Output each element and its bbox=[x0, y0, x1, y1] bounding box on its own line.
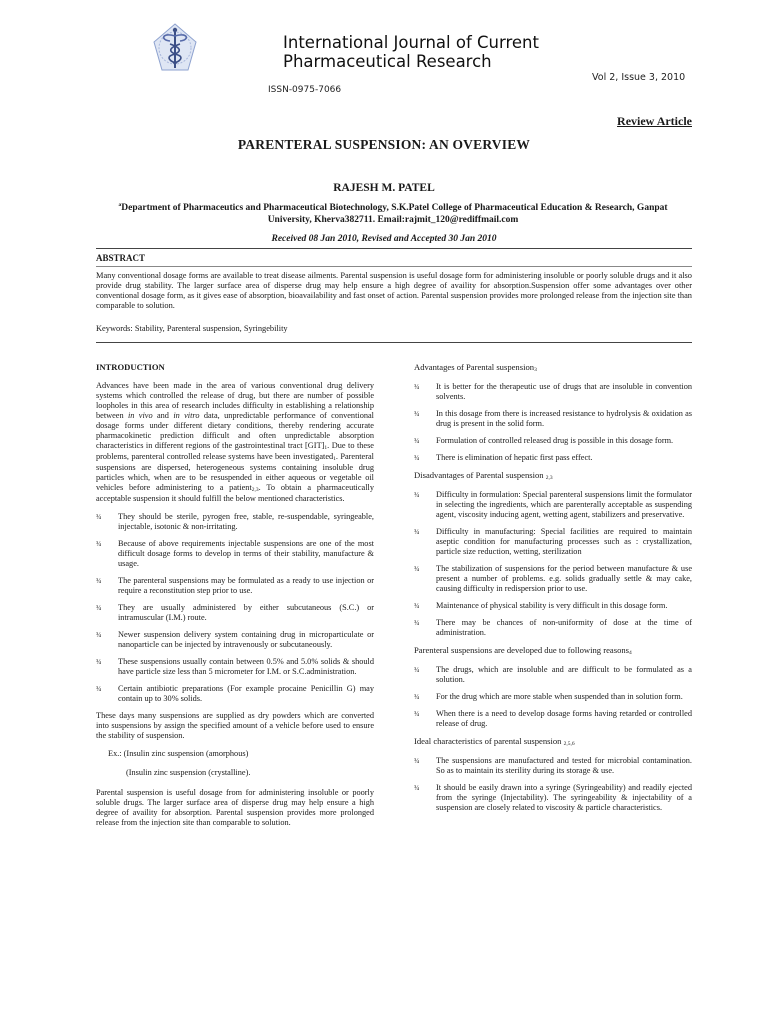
journal-logo-caduceus-icon bbox=[150, 22, 200, 74]
list-item bbox=[96, 603, 374, 623]
list-item-text: There may be chances of non-uniformity of dose at the time of administration. bbox=[436, 618, 692, 637]
example-crystalline: (Insulin zinc suspension (crystalline). bbox=[126, 768, 251, 777]
bullet-marker-icon: ¾ bbox=[414, 757, 420, 765]
advantages-list bbox=[414, 382, 692, 463]
list-item bbox=[414, 756, 692, 776]
list-item bbox=[414, 692, 692, 702]
left-column bbox=[96, 362, 374, 836]
journal-title bbox=[283, 33, 539, 71]
list-item-text: When there is a need to develop dosage forms having retarded or controlled release of drug. bbox=[436, 709, 692, 728]
bullet-marker-icon: ¾ bbox=[414, 491, 420, 499]
right-column bbox=[414, 362, 692, 820]
list-item-text: The parenteral suspensions may be formulated as a ready to use injection or require a reconstitution step prior to use. bbox=[118, 576, 374, 595]
introduction-paragraph bbox=[96, 381, 374, 504]
volume-issue: Vol 2, Issue 3, 2010 bbox=[592, 72, 686, 83]
list-item-text: These suspensions usually contain between 0.5% and 5.0% solids & should have particle size less than 5 micrometer for I.M. or S.C.administration. bbox=[118, 657, 374, 676]
citation-ref: 1 bbox=[324, 445, 328, 451]
list-item-text: Formulation of controlled released drug is possible in this dosage form. bbox=[436, 436, 674, 445]
citation-ref: 1 bbox=[333, 456, 336, 462]
list-item bbox=[414, 564, 692, 594]
dry-powder-paragraph: These days many suspensions are supplied as dry powders which are converted into suspensions by assign the specified amount of a vehicle before used to ensure the stability of suspension. bbox=[96, 711, 374, 740]
journal-title-line2: Pharmaceutical Research bbox=[283, 52, 492, 71]
intro-text-d: . Parenteral suspensions are dispersed, heterogeneous systems containing insoluble drug particles which, when are to be resuspended in either aqueous or vegetable oil vehicles before administering to a patient bbox=[96, 452, 374, 492]
bullet-marker-icon: ¾ bbox=[96, 685, 102, 693]
list-item-text: It should be easily drawn into a syringe (Syringeability) and readily ejected from the syringe (Injectability). The syringeability & injectability of a suspension are closely related to viscosity & particle characteristics. bbox=[436, 783, 692, 812]
list-item bbox=[96, 539, 374, 569]
list-item-text: There is elimination of hepatic first pass effect. bbox=[436, 453, 593, 462]
disadvantages-list bbox=[414, 490, 692, 638]
list-item-text: Certain antibiotic preparations (For example procaine Penicillin G) may contain up to 30% solids. bbox=[118, 684, 374, 703]
intro-text-a: Advances have been made in the area of various conventional drug delivery systems which controlled the release of drug, but there are number of possible loopholes in this area of research includes difficulty in establishing a relationship between bbox=[96, 381, 374, 420]
bullet-marker-icon: ¾ bbox=[96, 577, 102, 585]
introduction-heading: INTRODUCTION bbox=[96, 362, 165, 372]
list-item bbox=[96, 684, 374, 704]
bullet-marker-icon: ¾ bbox=[96, 604, 102, 612]
bullet-marker-icon: ¾ bbox=[414, 710, 420, 718]
intro-in-vitro: in vitro bbox=[173, 411, 200, 420]
bullet-marker-icon: ¾ bbox=[414, 666, 420, 674]
citation-ref: 2,5,6 bbox=[563, 741, 575, 747]
bullet-marker-icon: ¾ bbox=[414, 602, 420, 610]
list-item bbox=[414, 665, 692, 685]
list-item bbox=[414, 382, 692, 402]
intro-text-e: . To obtain a pharmaceutically acceptable suspension it should fulfill the below mentioned characteristics. bbox=[96, 483, 374, 503]
article-title: PARENTERAL SUSPENSION: AN OVERVIEW bbox=[237, 137, 531, 152]
list-item-text: In this dosage from there is increased resistance to hydrolysis & oxidation as drug is present in the solid form. bbox=[436, 409, 692, 428]
citation-ref: 3 bbox=[534, 367, 537, 373]
author-affiliation: ªDepartment of Pharmaceutics and Pharmaceutical Biotechnology, S.K.Patel College of Pharmaceutical Education & Research, Ganpat University, Kherva382711. Email:rajmit_120@rediffmail.com bbox=[118, 203, 668, 225]
list-item-text: The stabilization of suspensions for the period between manufacture & use present a number of problems. e.g. solids gradually settle & may cake, causing difficulty in redispersion prior to use. bbox=[436, 564, 692, 593]
ideal-characteristics-list bbox=[414, 756, 692, 813]
issn: ISSN-0975-7066 bbox=[268, 85, 342, 95]
list-item bbox=[414, 490, 692, 520]
intro-text-and: and bbox=[152, 411, 174, 420]
list-item bbox=[414, 409, 692, 429]
list-item-text: The suspensions are manufactured and tested for microbial contamination. So as to maintain its sterility during its storage & use. bbox=[436, 756, 692, 775]
advantages-heading-text: Advantages of Parental suspension bbox=[414, 362, 535, 372]
article-type: Review Article bbox=[617, 114, 692, 128]
list-item-text: For the drug which are more stable when suspended than in solution form. bbox=[436, 692, 683, 701]
list-item bbox=[96, 512, 374, 532]
list-item-text: Newer suspension delivery system containing drug in microparticulate or nanoparticle can be injected by intravenously or subcutaneously. bbox=[118, 630, 374, 649]
bullet-marker-icon: ¾ bbox=[96, 631, 102, 639]
list-item bbox=[414, 709, 692, 729]
received-dates: Received 08 Jan 2010, Revised and Accepted 30 Jan 2010 bbox=[271, 234, 497, 244]
list-item-text: They should be sterile, pyrogen free, stable, re-suspendable, syringeable, injectable, isotonic & non-irritating. bbox=[118, 512, 374, 531]
keywords: Keywords: Stability, Parenteral suspension, Syringebility bbox=[96, 324, 288, 333]
journal-title-line1: International Journal of Current bbox=[283, 33, 539, 52]
characteristics-list bbox=[96, 512, 374, 704]
example-amorphous: Ex.: (Insulin zinc suspension (amorphous) bbox=[108, 749, 249, 758]
list-item bbox=[414, 436, 692, 446]
final-paragraph: Parental suspension is useful dosage from for administering insoluble or poorly soluble drugs. The larger surface area of disperse drug may help ensure a high degree of availity for absorption. Parental suspension provides more prolonged release from the injection site than comparable to solution. bbox=[96, 788, 374, 827]
bullet-marker-icon: ¾ bbox=[414, 619, 420, 627]
bullet-marker-icon: ¾ bbox=[414, 410, 420, 418]
list-item bbox=[96, 657, 374, 677]
bullet-marker-icon: ¾ bbox=[414, 383, 420, 391]
list-item bbox=[414, 601, 692, 611]
abstract-section bbox=[96, 248, 692, 343]
bullet-marker-icon: ¾ bbox=[414, 528, 420, 536]
list-item-text: The drugs, which are insoluble and are difficult to be formulated as a solution. bbox=[436, 665, 692, 684]
bullet-marker-icon: ¾ bbox=[96, 513, 102, 521]
intro-text-b: data, unpredictable performance of conventional dosage forms under different dietary conditions, thereby rendering accurate pharmacokinetic prediction difficult and often unpredictable absorption characteristics in different regions of the gastrointestinal tract [GIT] bbox=[96, 411, 374, 450]
citation-ref: 4 bbox=[629, 650, 632, 656]
list-item bbox=[414, 527, 692, 557]
abstract-heading: ABSTRACT bbox=[96, 253, 146, 263]
intro-text-c: . Due to these problems, parenteral controlled release systems have been investigated bbox=[96, 441, 374, 461]
abstract-text: Many conventional dosage forms are available to treat disease ailments. Parental suspension is useful dosage form for administering insoluble or poorly soluble drugs and it also provide drug stability. The larger surface area of disperse drug may help ensure a high degree of availity for absorption.Suspension offer some advantages over other conventional dosage form, as it gives ease of absorption, bioavailability and fast onset of action. Parental suspension provides more prolonged release from the injection site than comparable to solution. bbox=[96, 271, 692, 310]
reasons-heading bbox=[414, 645, 692, 657]
disadvantages-heading bbox=[414, 470, 692, 482]
list-item-text: Difficulty in formulation: Special parenteral suspensions limit the formulator in selecting the ingredients, which are parenterally acceptable as suspending agent, viscosity inducing agent, wetting agent, stabilizers and preservative. bbox=[436, 490, 692, 519]
list-item-text: Difficulty in manufacturing: Special facilities are required to maintain aseptic condition for manufacturing processes such as : crystallization, particle size reduction, wetting, sterilization bbox=[436, 527, 692, 556]
list-item bbox=[96, 630, 374, 650]
bullet-marker-icon: ¾ bbox=[414, 693, 420, 701]
reasons-list bbox=[414, 665, 692, 729]
bullet-marker-icon: ¾ bbox=[414, 565, 420, 573]
bullet-marker-icon: ¾ bbox=[414, 437, 420, 445]
list-item bbox=[414, 783, 692, 813]
advantages-heading bbox=[414, 362, 692, 374]
list-item bbox=[414, 453, 692, 463]
list-item-text: Because of above requirements injectable suspensions are one of the most difficult dosage forms to develop in terms of their stability, manufacture & usage. bbox=[118, 539, 374, 568]
bullet-marker-icon: ¾ bbox=[414, 784, 420, 792]
reasons-heading-text: Parenteral suspensions are developed due to following reasons bbox=[414, 645, 630, 655]
list-item bbox=[96, 576, 374, 596]
citation-ref: 2,3 bbox=[251, 487, 259, 493]
list-item-text: They are usually administered by either subcutaneous (S.C.) or intramuscular (I.M.) route. bbox=[118, 603, 374, 622]
list-item-text: Maintenance of physical stability is very difficult in this dosage form. bbox=[436, 601, 668, 610]
bullet-marker-icon: ¾ bbox=[414, 454, 420, 462]
list-item-text: It is better for the therapeutic use of drugs that are insoluble in convention solvents. bbox=[436, 382, 692, 401]
disadvantages-heading-text: Disadvantages of Parental suspension bbox=[414, 470, 544, 480]
list-item bbox=[414, 618, 692, 638]
ideal-heading-text: Ideal characteristics of parental suspension bbox=[414, 736, 562, 746]
bullet-marker-icon: ¾ bbox=[96, 658, 102, 666]
ideal-characteristics-heading bbox=[414, 736, 692, 748]
author-name: RAJESH M. PATEL bbox=[333, 182, 435, 194]
citation-ref: 2,3 bbox=[545, 475, 553, 481]
abstract-divider bbox=[96, 266, 692, 267]
bullet-marker-icon: ¾ bbox=[96, 540, 102, 548]
intro-in-vivo: in vivo bbox=[128, 411, 153, 420]
